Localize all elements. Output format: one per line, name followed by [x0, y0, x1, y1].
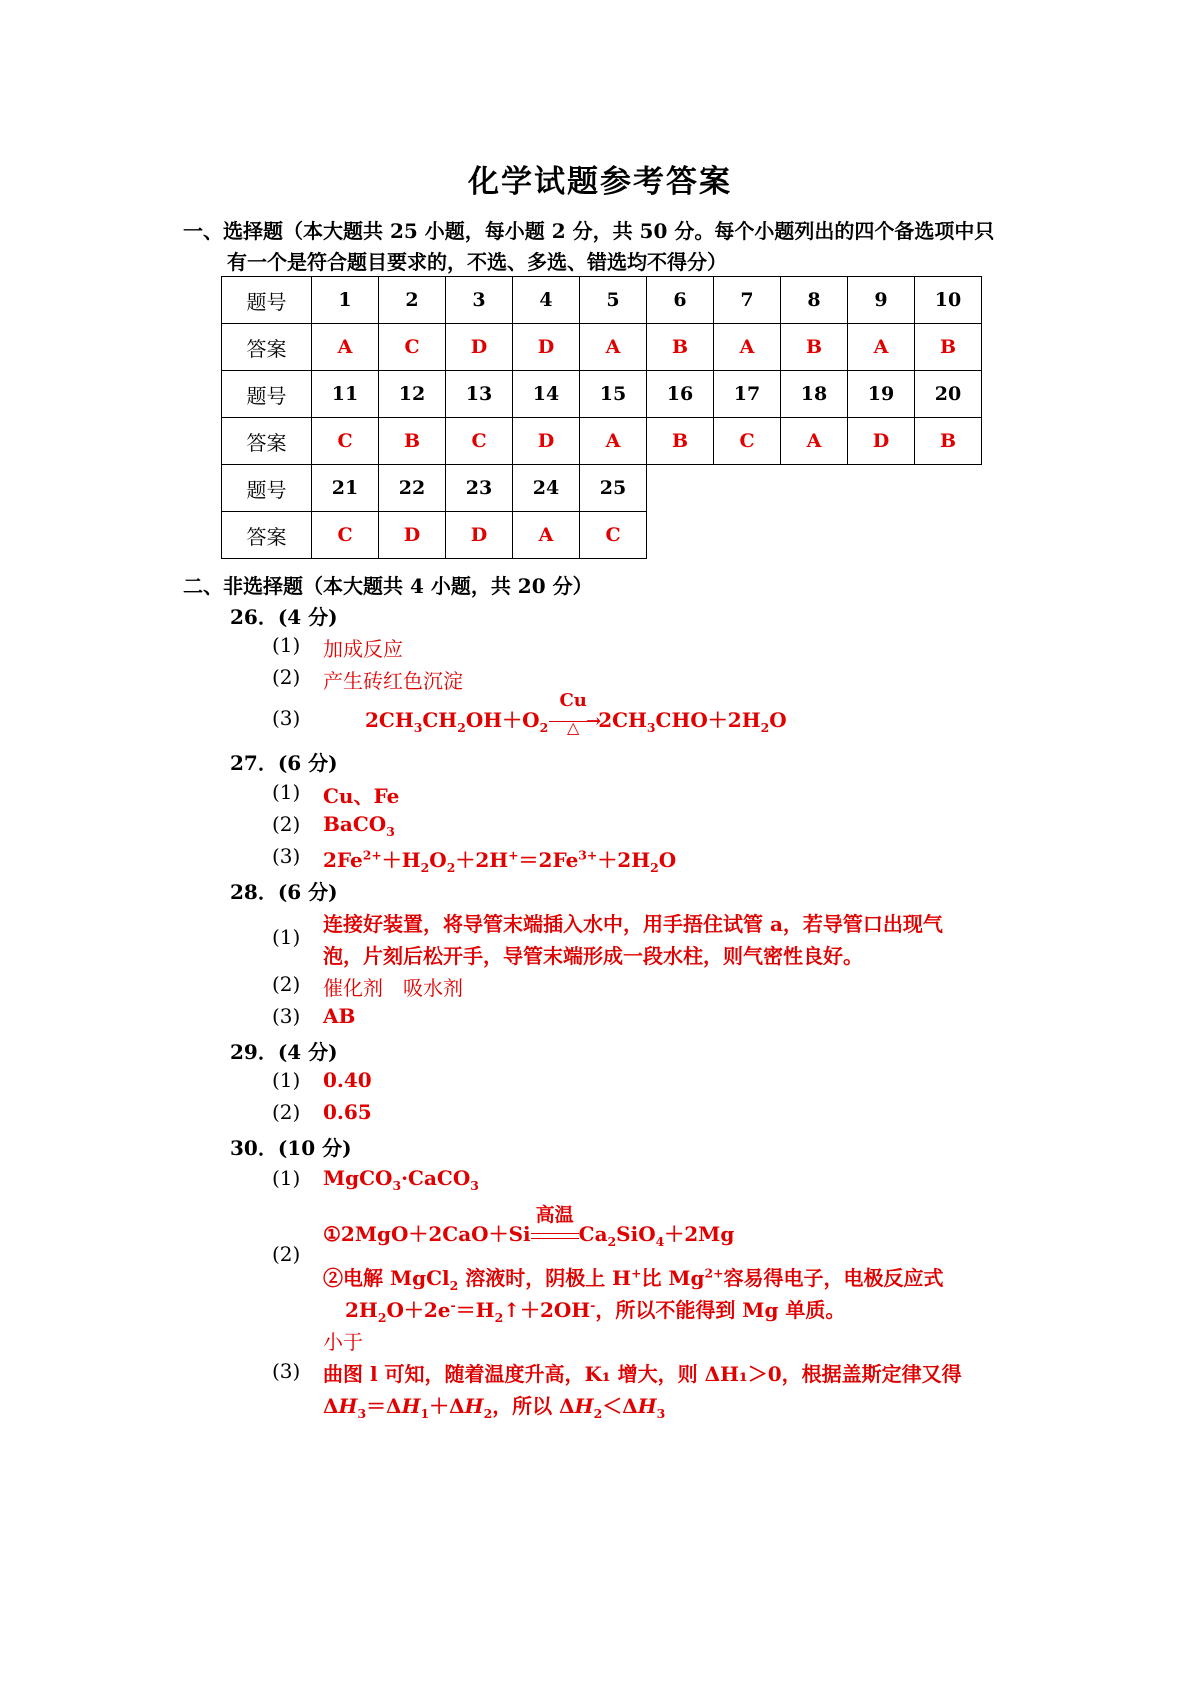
question-number: 6 — [647, 277, 714, 324]
question-label: 题号 — [222, 277, 312, 324]
answer-label: 答案 — [222, 512, 312, 559]
section1-heading-line2: 有一个是符合题目要求的，不选、多选、错选均不得分） — [227, 250, 727, 274]
table-row — [222, 371, 982, 418]
q29-part2-number: (2) — [272, 1100, 301, 1124]
question-number: 18 — [781, 371, 848, 418]
table-row — [222, 465, 982, 512]
question-number: 8 — [781, 277, 848, 324]
q26-part2-answer: 产生砖红色沉淀 — [323, 669, 463, 693]
question-number: 17 — [714, 371, 781, 418]
reaction-condition-equals: 高温 — [531, 1226, 579, 1246]
q28-part3-number: (3) — [272, 1004, 301, 1028]
answer-cell: B — [915, 324, 982, 371]
q29-part1-number: (1) — [272, 1068, 301, 1092]
answer-table — [221, 276, 982, 559]
answer-cell: A — [580, 418, 647, 465]
question-number: 10 — [915, 277, 982, 324]
q28-part1-number: (1) — [272, 925, 301, 949]
q26-part1-answer: 加成反应 — [323, 637, 403, 661]
q28-part2-number: (2) — [272, 972, 301, 996]
question-number: 11 — [312, 371, 379, 418]
table-row — [222, 512, 982, 559]
table-row — [222, 324, 982, 371]
answer-cell: B — [647, 418, 714, 465]
q30-part3-number: (3) — [272, 1359, 301, 1383]
question-number: 19 — [848, 371, 915, 418]
q29-heading: 29．(4 分) — [230, 1040, 338, 1064]
answer-cell: B — [781, 324, 848, 371]
q27-part3-equation: $2Fe^{2+}+H_2O_2+2H^+=2Fe^{3+}+2H_2O$ — [323, 847, 677, 875]
answer-cell: C — [446, 418, 513, 465]
q30-part1-answer: MgCO$_3$·CaCO$_3$ — [323, 1166, 479, 1193]
question-number: 22 — [379, 465, 446, 512]
question-number: 15 — [580, 371, 647, 418]
answer-cell: D — [446, 324, 513, 371]
answer-cell: D — [513, 418, 580, 465]
q26-heading: 26．(4 分) — [230, 605, 338, 629]
q27-part2-answer: BaCO$_3$ — [323, 812, 395, 839]
q30-part1-number: (1) — [272, 1166, 301, 1190]
answer-cell: D — [513, 324, 580, 371]
question-number: 25 — [580, 465, 647, 512]
q30-part2-equation: ①2MgO＋2CaO＋Si 高温 $Ca_2SiO_4+2Mg$ — [323, 1203, 735, 1249]
q27-part3-number: (3) — [272, 844, 301, 868]
answer-cell: C — [312, 512, 379, 559]
q30-part2-explanation-line2: $2H_2O+2e^-=H_2↑+2OH^-$，所以不能得到 Mg 单质。 — [345, 1297, 846, 1325]
q27-heading: 27．(6 分) — [230, 751, 338, 775]
question-number: 2 — [379, 277, 446, 324]
q30-part3-answer-line3: $\Delta H_3=\Delta H_1+\Delta H_2$，所以 $\Delta H_2<\Delta H_3$ — [323, 1394, 666, 1421]
question-number: 3 — [446, 277, 513, 324]
q26-part3-number: (3) — [272, 706, 301, 730]
q29-part1-answer: 0.40 — [323, 1068, 372, 1092]
q26-part2-number: (2) — [272, 665, 301, 689]
answer-cell: D — [379, 512, 446, 559]
answer-cell: A — [513, 512, 580, 559]
question-number: 14 — [513, 371, 580, 418]
answer-cell: A — [781, 418, 848, 465]
question-number: 4 — [513, 277, 580, 324]
question-number: 13 — [446, 371, 513, 418]
q27-part1-answer: Cu、Fe — [323, 784, 400, 808]
question-number: 21 — [312, 465, 379, 512]
question-number: 9 — [848, 277, 915, 324]
section1-heading-line1: 一、选择题（本大题共 25 小题，每小题 2 分，共 50 分。每个小题列出的四个备选项中只 — [183, 219, 995, 243]
answer-cell: C — [580, 512, 647, 559]
q30-part3-answer-line2: 曲图 l 可知，随着温度升高，K₁ 增大，则 ΔH₁＞0，根据盖斯定律又得 — [323, 1362, 962, 1386]
answer-label: 答案 — [222, 324, 312, 371]
table-empty-area — [647, 465, 982, 512]
answer-cell: B — [379, 418, 446, 465]
answer-cell: A — [580, 324, 647, 371]
q26-part3-equation: $2CH_3CH_2OH+O_2$ Cu → △ $2CH_3CHO+2H_2O$ — [365, 689, 787, 737]
answer-cell: D — [446, 512, 513, 559]
q30-part3-answer-line1: 小于 — [323, 1330, 363, 1354]
question-label: 题号 — [222, 465, 312, 512]
q30-heading: 30．(10 分) — [230, 1136, 352, 1160]
answer-label: 答案 — [222, 418, 312, 465]
answer-cell: C — [312, 418, 379, 465]
question-label: 题号 — [222, 371, 312, 418]
answer-cell: C — [714, 418, 781, 465]
question-number: 23 — [446, 465, 513, 512]
page-title: 化学试题参考答案 — [468, 164, 732, 200]
answer-cell: A — [848, 324, 915, 371]
q28-part3-answer: AB — [323, 1004, 356, 1028]
question-number: 7 — [714, 277, 781, 324]
q26-part1-number: (1) — [272, 633, 301, 657]
table-row — [222, 418, 982, 465]
answer-cell: B — [647, 324, 714, 371]
question-number: 5 — [580, 277, 647, 324]
q28-part1-answer-line1: 连接好装置，将导管末端插入水中，用手捂住试管 a，若导管口出现气 — [323, 912, 943, 936]
q28-part1-answer-line2: 泡，片刻后松开手，导管末端形成一段水柱，则气密性良好。 — [323, 944, 863, 968]
section2-heading: 二、非选择题（本大题共 4 小题，共 20 分） — [183, 574, 593, 598]
reaction-condition-arrow: Cu → △ — [549, 712, 597, 732]
q29-part2-answer: 0.65 — [323, 1100, 372, 1124]
answer-cell: B — [915, 418, 982, 465]
answer-cell: D — [848, 418, 915, 465]
answer-cell: A — [312, 324, 379, 371]
question-number: 16 — [647, 371, 714, 418]
answer-cell: C — [379, 324, 446, 371]
q30-part2-explanation-line1: ②电解 MgCl$_2$ 溶液时，阴极上 H+比 $Mg^{2+}$容易得电子，电极反应式 — [323, 1265, 944, 1293]
q27-part2-number: (2) — [272, 812, 301, 836]
question-number: 12 — [379, 371, 446, 418]
q28-heading: 28．(6 分) — [230, 880, 338, 904]
q30-part2-number: (2) — [272, 1242, 301, 1266]
answer-cell: A — [714, 324, 781, 371]
question-number: 20 — [915, 371, 982, 418]
q28-part2-answer: 催化剂 吸水剂 — [323, 976, 463, 1000]
question-number: 24 — [513, 465, 580, 512]
q27-part1-number: (1) — [272, 780, 301, 804]
table-empty-area — [647, 512, 982, 559]
table-row — [222, 277, 982, 324]
question-number: 1 — [312, 277, 379, 324]
